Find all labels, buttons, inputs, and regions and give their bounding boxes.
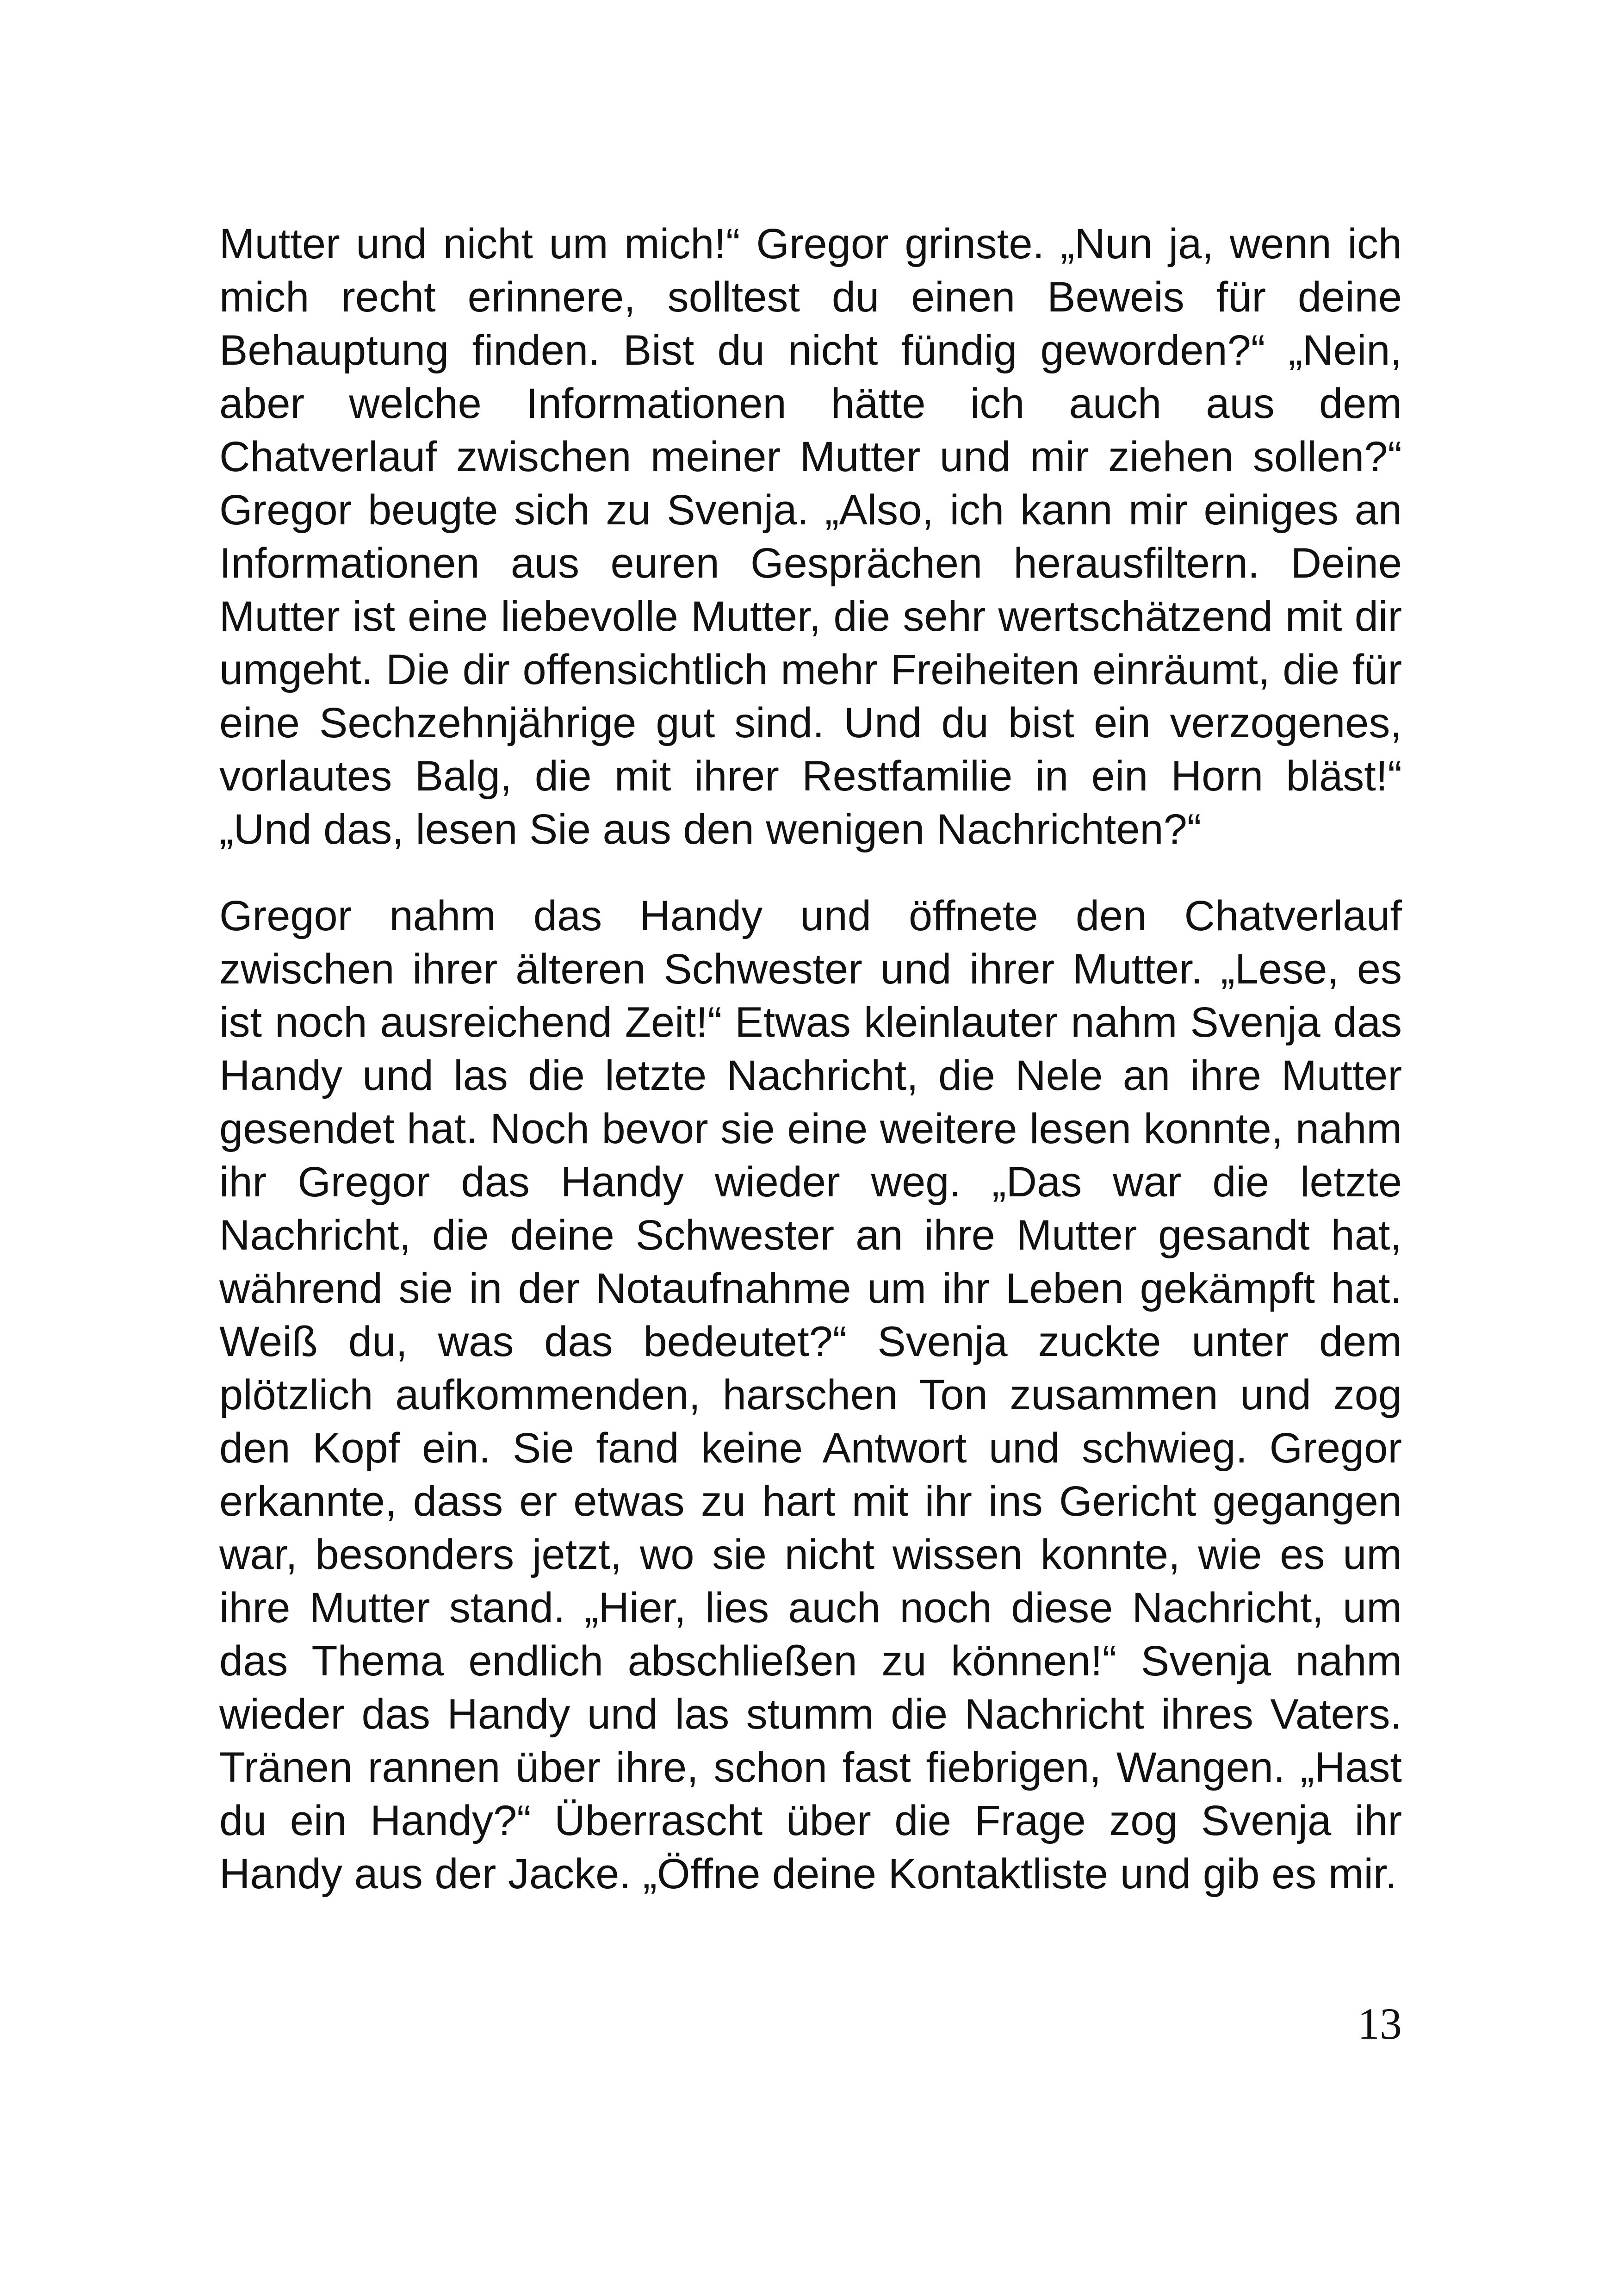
paragraph-1: Mutter und nicht um mich!“ Gregor grinste. „Nun ja, wenn ich mich recht erinnere, solltest du einen Beweis für deine Behauptung finden. Bist du nicht fündig geworden?“ „Nein, aber welche Informationen hätte ich auch aus dem Chatverlauf zwischen meiner Mutter und mir ziehen sollen?“ Gregor beugte sich zu Svenja. „Also, ich kann mir einiges an Informationen aus euren Gesprächen herausfiltern. Deine Mutter ist eine liebevolle Mutter, die sehr wertschätzend mit dir umgeht. Die dir offensichtlich mehr Freiheiten einräumt, die für eine Sechzehnjährige gut sind. Und du bist ein verzogenes, vorlautes Balg, die mit ihrer Restfamilie in ein Horn bläst!“ „Und das, lesen Sie aus den wenigen Nachrichten?“	[219, 220, 1402, 853]
page-number: 13	[1358, 1999, 1402, 2048]
paragraph-2: Gregor nahm das Handy und öffnete den Chatverlauf zwischen ihrer älteren Schwester und ihrer Mutter. „Lese, es ist noch ausreichend Zeit!“ Etwas kleinlauter nahm Svenja das Handy und las die letzte Nachricht, die Nele an ihre Mutter gesendet hat. Noch bevor sie eine weitere lesen konnte, nahm ihr Gregor das Handy wieder weg. „Das war die letzte Nachricht, die deine Schwester an ihre Mutter gesandt hat, während sie in der Notaufnahme um ihr Leben gekämpft hat. Weiß du, was das bedeutet?“ Svenja zuckte unter dem plötzlich aufkommenden, harschen Ton zusammen und zog den Kopf ein. Sie fand keine Antwort und schwieg. Gregor erkannte, dass er etwas zu hart mit ihr ins Gericht gegangen war, besonders jetzt, wo sie nicht wissen konnte, wie es um ihre Mutter stand. „Hier, lies auch noch diese Nachricht, um das Thema endlich abschließen zu können!“ Svenja nahm wieder das Handy und las stumm die Nachricht ihres Vaters. Tränen rannen über ihre, schon fast fiebrigen, Wangen. „Hast du ein Handy?“ Überrascht über die Frage zog Svenja ihr Handy aus der Jacke. „Öffne deine Kontaktliste und gib es mir.	[219, 892, 1402, 1898]
body-text	[219, 218, 1402, 1901]
